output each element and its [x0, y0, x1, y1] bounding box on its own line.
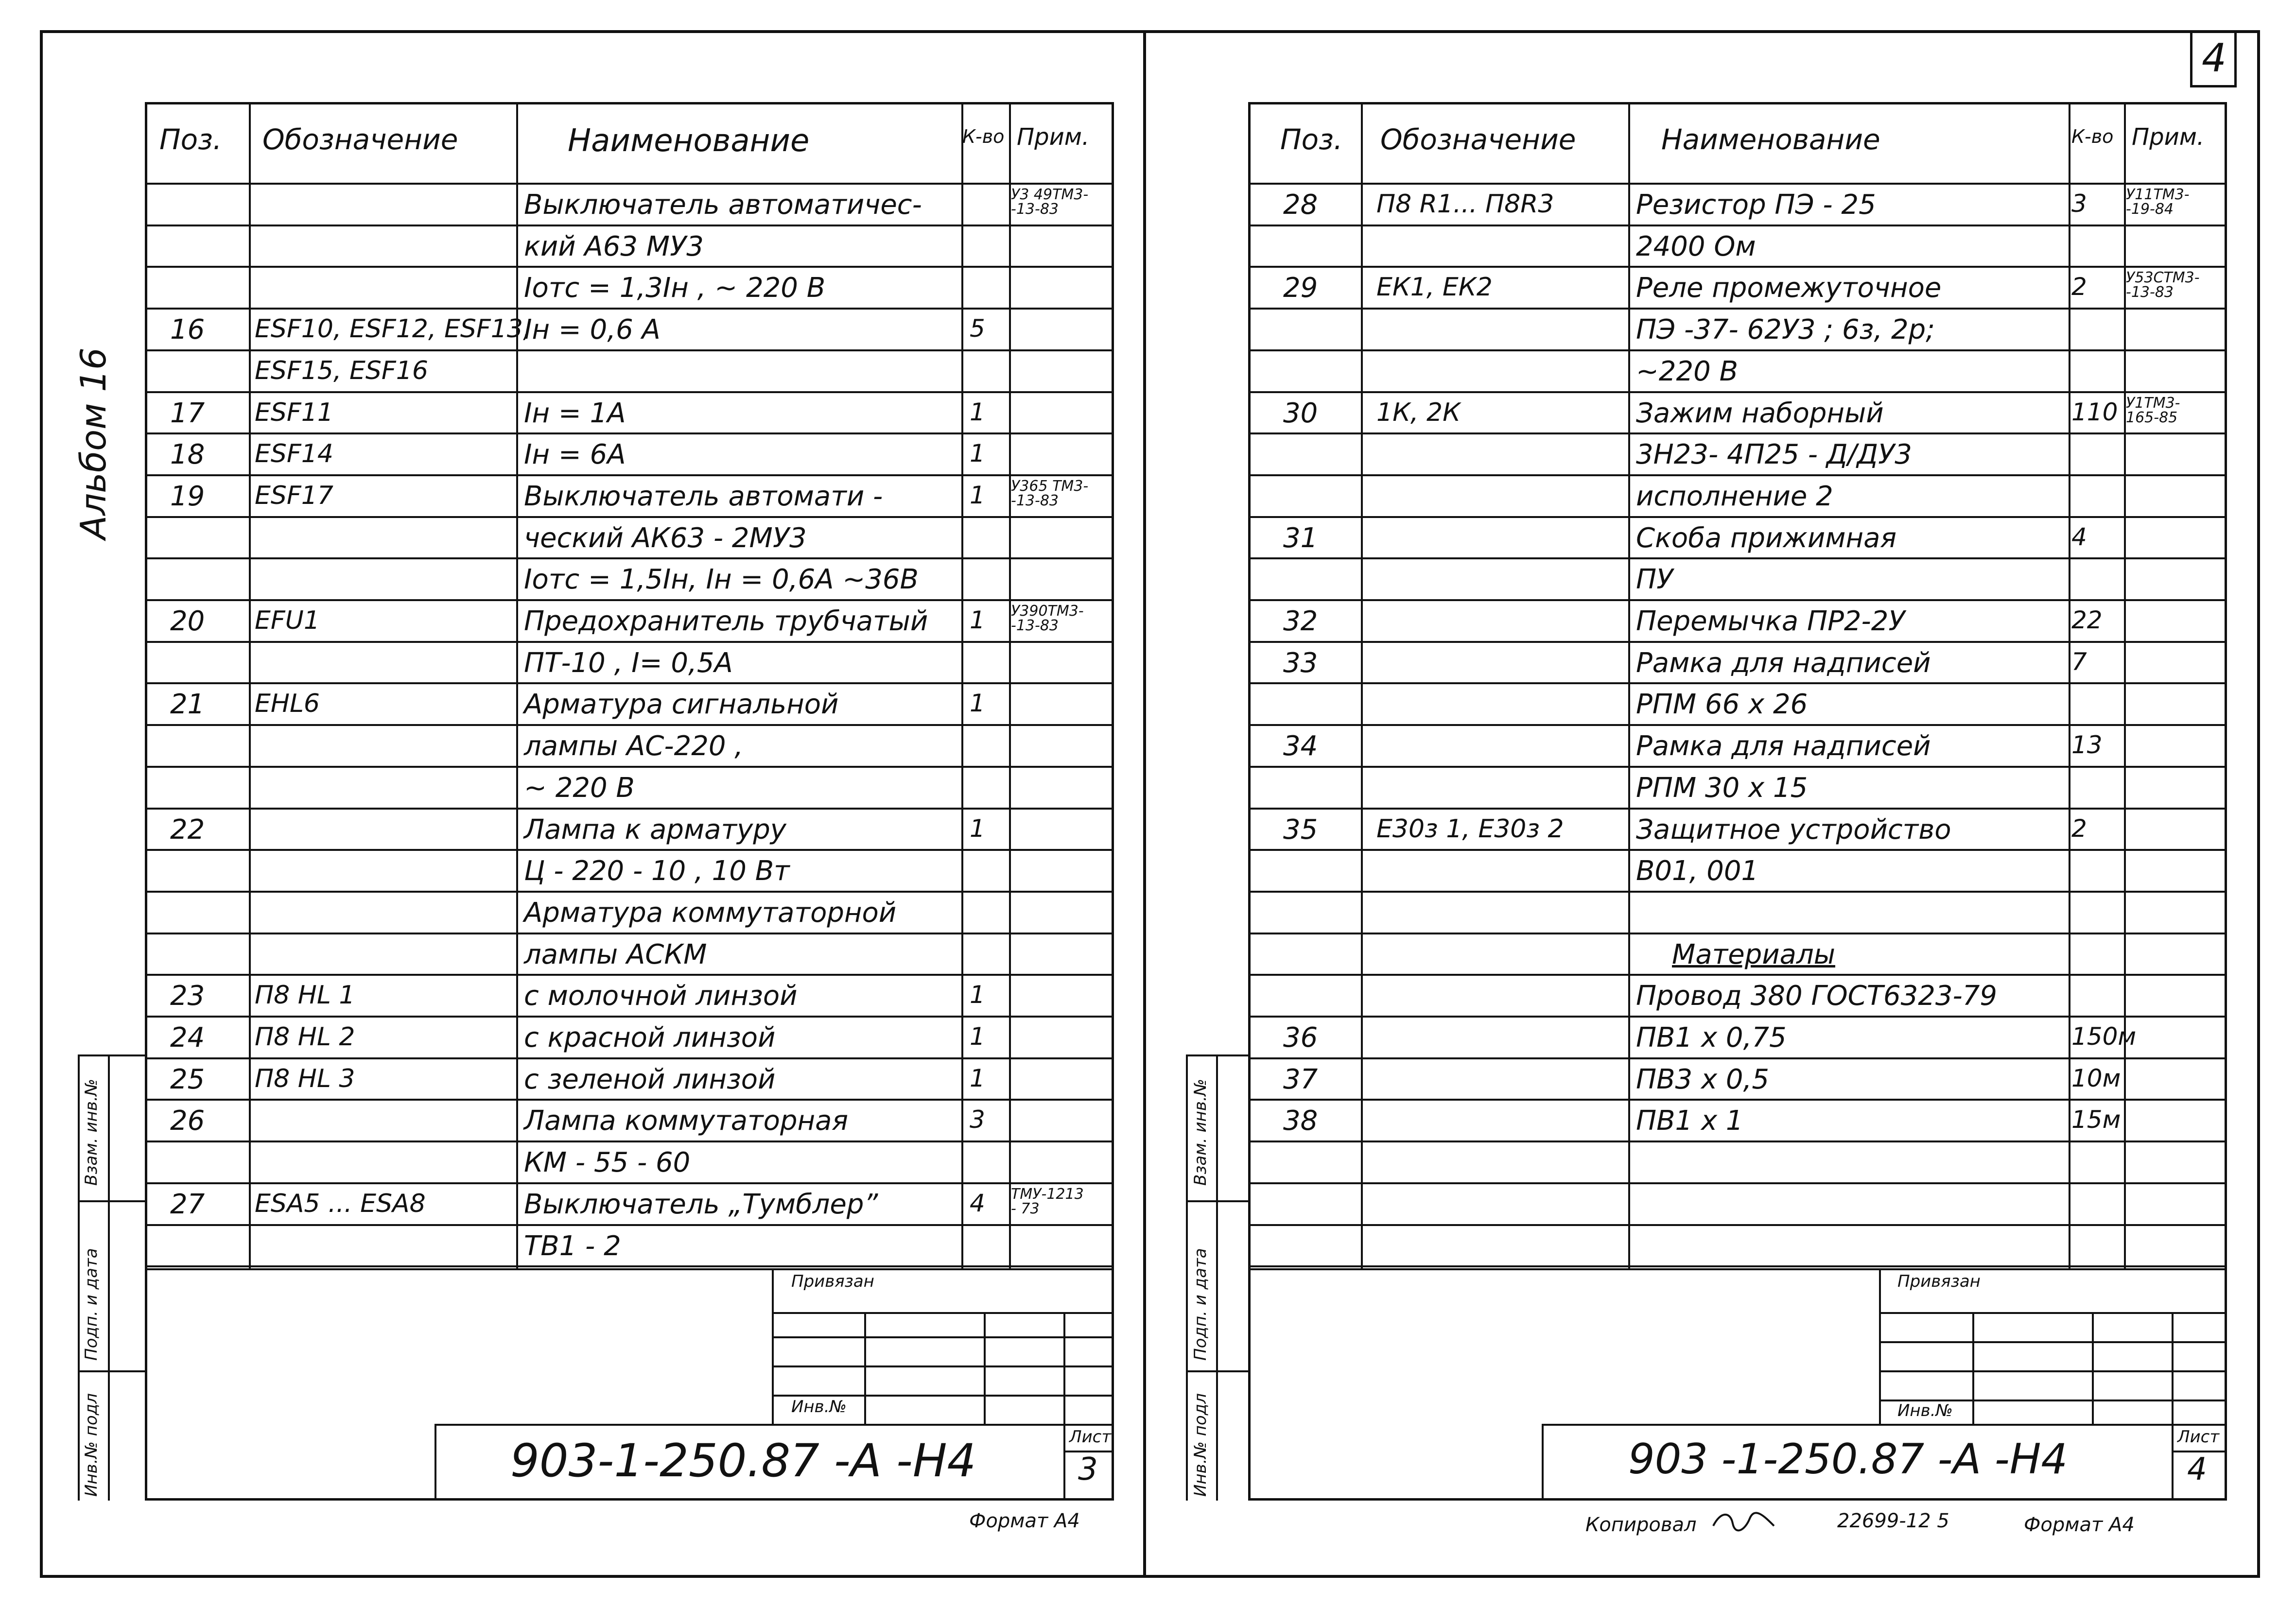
right-cell-qty: 7	[2071, 647, 2087, 676]
right-cell-name: РПМ 30 х 15	[1636, 772, 1808, 804]
left-cell-name: с молочной линзой	[524, 980, 798, 1012]
right-cell-name: Защитное устройство	[1636, 813, 1951, 846]
right-cell-name: Рамка для надписей	[1636, 647, 1931, 679]
row-line	[1248, 266, 2227, 268]
left-header-pos: Поз.	[159, 123, 222, 156]
right-cell-qty: 3	[2071, 190, 2087, 218]
right-cell-name: Перемычка ПР2-2У	[1636, 605, 1905, 637]
left-cell-name: Лампа коммутаторная	[524, 1105, 849, 1137]
left-cell-qty: 1	[970, 481, 985, 509]
right-cell-name: ПВ1 х 0,75	[1636, 1022, 1787, 1054]
right-cell-qty: 15м	[2071, 1106, 2121, 1134]
left-format: Формат А4	[969, 1510, 1080, 1532]
left-cell-name: ~ 220 В	[524, 772, 635, 804]
row-line	[145, 808, 1114, 810]
left-cell-name: ТВ1 - 2	[524, 1230, 621, 1262]
right-cell-name: Скоба прижимная	[1636, 522, 1897, 554]
row-line	[145, 349, 1114, 351]
row-line	[145, 557, 1114, 559]
right-header-qty: К-во	[2071, 126, 2114, 147]
right-cell-qty: 150м	[2071, 1022, 2137, 1051]
left-sheet-number: 3	[1078, 1451, 1098, 1487]
row-line	[1248, 1140, 2227, 1142]
left-cell-pos: 21	[170, 689, 205, 721]
signature-mark	[1711, 1506, 1779, 1536]
left-cell-des: ESF14	[255, 439, 333, 469]
right-podp-data: Подп. и дата	[1191, 1248, 1210, 1361]
left-cell-qty: 1	[970, 689, 985, 718]
right-doc-code: 903 -1-250.87 -А -Н4	[1628, 1435, 2068, 1484]
row-line	[1248, 974, 2227, 976]
left-cell-des: ESF17	[255, 481, 333, 510]
left-cell-des: ESA5 ... ESA8	[255, 1189, 426, 1218]
row-line	[1248, 641, 2227, 643]
left-cell-name: Iотс = 1,3Iн , ~ 220 В	[524, 272, 826, 304]
row-line	[145, 1057, 1114, 1059]
left-header-designation: Обозначение	[262, 123, 458, 156]
left-cell-name: лампы АС-220 ,	[524, 730, 744, 762]
left-header-name: Наименование	[568, 123, 810, 159]
right-cell-pos: 29	[1283, 272, 1318, 304]
row-line	[1248, 1265, 2227, 1267]
left-cell-note: У390ТМ3- -13-83	[1011, 603, 1084, 634]
left-cell-name: с красной линзой	[524, 1022, 776, 1054]
row-line	[1248, 474, 2227, 476]
left-cell-des: EFU1	[255, 606, 320, 635]
right-cell-name: ~220 В	[1636, 355, 1739, 387]
left-cell-pos: 27	[170, 1188, 205, 1220]
left-cell-note: ТМУ-1213 - 73	[1011, 1185, 1084, 1217]
row-line	[1248, 391, 2227, 393]
row-line	[145, 933, 1114, 934]
right-inv-no: Инв.№	[1897, 1401, 1953, 1420]
right-header-note: Прим.	[2132, 123, 2205, 151]
right-privyazan: Привязан	[1897, 1272, 1981, 1291]
left-cell-des: ESF15, ESF16	[255, 356, 428, 385]
row-line	[1248, 308, 2227, 310]
left-cell-name: кий А63 МУ3	[524, 230, 704, 262]
left-cell-des: П8 HL 1	[255, 981, 355, 1010]
album-label: Альбом 16	[73, 347, 114, 539]
left-cell-name: КМ - 55 - 60	[524, 1147, 691, 1179]
left-cell-qty: 1	[970, 1022, 985, 1051]
left-cell-pos: 24	[170, 1022, 205, 1054]
left-cell-des: П8 HL 3	[255, 1064, 355, 1093]
left-doc-code: 903-1-250.87 -А -Н4	[510, 1434, 976, 1487]
left-cell-qty: 5	[970, 314, 985, 343]
right-cell-name: ПВ1 х 1	[1636, 1105, 1743, 1137]
row-line	[1248, 557, 2227, 559]
right-cell-name: ПЭ -37- 62У3 ; 6з, 2р;	[1636, 314, 1935, 346]
row-line	[1248, 849, 2227, 851]
right-cell-qty: 4	[2071, 522, 2087, 551]
right-sheet-label: Лист	[2177, 1427, 2220, 1447]
right-cell-pos: 38	[1283, 1105, 1318, 1137]
left-cell-des: ESF11	[255, 397, 333, 427]
left-cell-pos: 20	[170, 605, 205, 637]
right-cell-qty: 13	[2071, 731, 2103, 760]
left-cell-pos: 25	[170, 1063, 205, 1095]
row-line	[1248, 682, 2227, 684]
row-line	[145, 1016, 1114, 1018]
row-line	[145, 266, 1114, 268]
right-cell-pos: 36	[1283, 1022, 1318, 1054]
row-line	[145, 1140, 1114, 1142]
left-header-note: Прим.	[1017, 123, 1090, 151]
row-line	[1248, 1224, 2227, 1226]
left-cell-name: Iотс = 1,5Iн, Iн = 0,6А ~36В	[524, 564, 919, 596]
right-cell-qty: 2	[2071, 273, 2087, 301]
right-cell-note: У53СТМ3- -13-83	[2126, 269, 2200, 301]
right-sheet-number: 4	[2187, 1451, 2207, 1487]
left-cell-qty: 1	[970, 397, 985, 426]
left-cell-name: лампы АСКМ	[524, 938, 707, 970]
row-line	[145, 891, 1114, 893]
row-line	[1248, 349, 2227, 351]
left-cell-qty: 1	[970, 1064, 985, 1092]
row-line	[145, 1182, 1114, 1184]
left-cell-name: Выключатель автомати -	[524, 480, 883, 512]
right-cell-name: Реле промежуточное	[1636, 272, 1942, 304]
left-cell-name: Лампа к арматуру	[524, 813, 786, 846]
left-sheet-label: Лист	[1069, 1427, 1112, 1447]
row-line	[1248, 1182, 2227, 1184]
right-cell-pos: 28	[1283, 189, 1318, 221]
right-cell-pos: 32	[1283, 605, 1318, 637]
right-cell-pos: 30	[1283, 397, 1318, 429]
row-line	[145, 766, 1114, 768]
left-vzam-inv: Взам. инв.№	[82, 1078, 101, 1186]
right-inv-podl: Инв.№ подл	[1191, 1393, 1210, 1497]
left-cell-pos: 16	[170, 314, 205, 346]
row-line	[145, 391, 1114, 393]
right-cell-name: Материалы	[1672, 938, 1835, 970]
left-cell-pos: 22	[170, 813, 205, 846]
left-inv-podl: Инв.№ подл	[82, 1393, 101, 1497]
right-cell-qty: 2	[2071, 814, 2087, 843]
right-order-number: 22699-12 5	[1837, 1510, 1949, 1532]
left-cell-name: ПТ-10 , I= 0,5А	[524, 647, 733, 679]
row-line	[145, 225, 1114, 226]
left-cell-pos: 17	[170, 397, 205, 429]
left-cell-des: ESF10, ESF12, ESF13,	[255, 314, 531, 344]
left-cell-qty: 4	[970, 1189, 985, 1217]
left-podp-data: Подп. и дата	[82, 1248, 101, 1361]
right-cell-pos: 31	[1283, 522, 1318, 554]
row-line	[1248, 225, 2227, 226]
right-cell-name: 3Н23- 4П25 - Д/ДУ3	[1636, 439, 1912, 471]
row-line	[145, 516, 1114, 518]
row-line	[145, 599, 1114, 601]
row-line	[145, 1099, 1114, 1101]
row-line	[145, 1224, 1114, 1226]
right-cell-name: Зажим наборный	[1636, 397, 1884, 429]
right-cell-des: 1К, 2К	[1376, 397, 1461, 427]
right-header-designation: Обозначение	[1380, 123, 1576, 156]
right-cell-pos: 33	[1283, 647, 1318, 679]
left-cell-note: У365 ТМ3- -13-83	[1011, 477, 1089, 509]
row-line	[145, 724, 1114, 726]
right-format: Формат А4	[2024, 1514, 2135, 1536]
row-line	[1248, 516, 2227, 518]
right-cell-pos: 37	[1283, 1063, 1318, 1095]
row-line	[1248, 766, 2227, 768]
row-line	[1248, 599, 2227, 601]
row-line	[1248, 1016, 2227, 1018]
right-cell-name: Провод 380 ГОСТ6323-79	[1636, 980, 1997, 1012]
right-cell-name: РПМ 66 х 26	[1636, 689, 1808, 721]
row-line	[1248, 1057, 2227, 1059]
left-cell-name: Выключатель автоматичес-	[524, 189, 922, 221]
right-cell-pos: 34	[1283, 730, 1318, 762]
row-line	[145, 308, 1114, 310]
left-cell-name: ческий АК63 - 2МУ3	[524, 522, 807, 554]
left-cell-name: Предохранитель трубчатый	[524, 605, 928, 637]
right-copied-label: Копировал	[1585, 1514, 1697, 1536]
row-line	[145, 641, 1114, 643]
right-cell-des: П8 R1... П8R3	[1376, 190, 1554, 219]
row-line	[1248, 432, 2227, 434]
right-cell-name: ПВ3 х 0,5	[1636, 1063, 1769, 1095]
left-cell-qty: 1	[970, 439, 985, 468]
row-line	[145, 474, 1114, 476]
right-cell-note: У11ТМ3- -19-84	[2126, 186, 2190, 218]
left-cell-name: Арматура сигнальной	[524, 689, 839, 721]
left-header-qty: К-во	[962, 126, 1005, 147]
row-line	[145, 432, 1114, 434]
left-cell-des: П8 HL 2	[255, 1022, 355, 1052]
right-cell-name: ПУ	[1636, 564, 1673, 596]
right-cell-qty: 10м	[2071, 1064, 2121, 1092]
sheet-number: 4	[2202, 35, 2226, 81]
left-cell-pos: 23	[170, 980, 205, 1012]
left-cell-name: Выключатель „Тумблер”	[524, 1188, 878, 1220]
right-cell-des: Е30з 1, Е30з 2	[1376, 814, 1564, 844]
right-cell-name: Рамка для надписей	[1636, 730, 1931, 762]
left-cell-name: Iн = 6А	[524, 439, 626, 471]
left-privyazan: Привязан	[791, 1272, 874, 1291]
right-cell-name: исполнение 2	[1636, 480, 1833, 512]
right-header-pos: Поз.	[1280, 123, 1343, 156]
row-line	[1248, 933, 2227, 934]
row-line	[1248, 1099, 2227, 1101]
center-fold	[1143, 30, 1146, 1578]
left-cell-name: Ц - 220 - 10 , 10 Вт	[524, 855, 790, 887]
left-cell-name: Iн = 1А	[524, 397, 626, 429]
left-cell-qty: 1	[970, 814, 985, 843]
right-cell-name: 2400 Ом	[1636, 230, 1756, 262]
right-header-name: Наименование	[1661, 123, 1880, 156]
right-cell-qty: 110	[2071, 397, 2118, 426]
row-line	[1248, 891, 2227, 893]
left-cell-pos: 18	[170, 439, 205, 471]
left-cell-name: с зеленой линзой	[524, 1063, 776, 1095]
right-vzam-inv: Взам. инв.№	[1191, 1078, 1210, 1186]
right-cell-name: Резистор ПЭ - 25	[1636, 189, 1876, 221]
row-line	[1248, 808, 2227, 810]
row-line	[1248, 724, 2227, 726]
left-cell-qty: 3	[970, 1106, 985, 1134]
row-line	[145, 974, 1114, 976]
row-line	[145, 682, 1114, 684]
right-cell-name: В01, 001	[1636, 855, 1759, 887]
left-cell-qty: 1	[970, 981, 985, 1009]
left-cell-name: Iн = 0,6 А	[524, 314, 661, 346]
right-cell-pos: 35	[1283, 813, 1318, 846]
left-cell-pos: 26	[170, 1105, 205, 1137]
right-cell-des: ЕК1, ЕК2	[1376, 273, 1493, 302]
row-line	[145, 1265, 1114, 1267]
right-cell-note: У1ТМ3- 165-85	[2126, 394, 2180, 426]
row-line	[145, 849, 1114, 851]
left-cell-des: EHL6	[255, 689, 320, 719]
left-cell-pos: 19	[170, 480, 205, 512]
left-inv-no: Инв.№	[791, 1397, 847, 1417]
left-cell-qty: 1	[970, 606, 985, 634]
left-cell-note: У3 49ТМ3- -13-83	[1011, 186, 1089, 218]
left-cell-name: Арматура коммутаторной	[524, 897, 897, 929]
right-cell-qty: 22	[2071, 606, 2103, 634]
